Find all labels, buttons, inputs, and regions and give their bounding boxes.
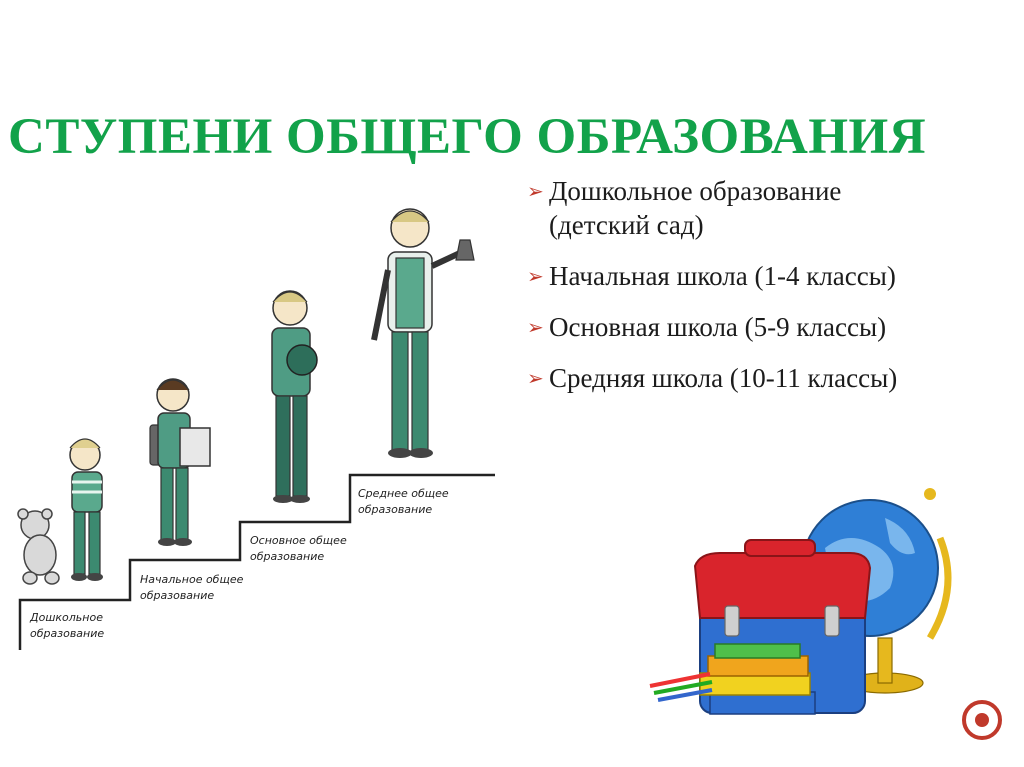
books-icon (700, 644, 815, 714)
senior-student-icon (374, 209, 474, 458)
step-label-secondary-2: образование (358, 503, 433, 516)
schoolboy-icon (150, 379, 210, 546)
arrow-bullet-icon: ➢ (527, 264, 544, 288)
step-label-preschool-2: образование (30, 627, 105, 640)
bullet-item-primary (527, 259, 1007, 293)
next-slide-icon[interactable] (962, 700, 1002, 740)
bell-icon (456, 240, 474, 260)
arrow-bullet-icon: ➢ (527, 315, 544, 339)
teddy-bear-icon (18, 509, 59, 584)
bullet-text: Дошкольное образование (549, 176, 842, 206)
bullet-item-secondary (527, 361, 1007, 395)
globe-icon (287, 345, 317, 375)
arrow-bullet-icon: ➢ (527, 366, 544, 390)
step-label-basic: Основное общее (250, 534, 347, 547)
bullet-text-continued: (детский сад) (549, 210, 704, 240)
bullet-text: Начальная школа (1-4 классы) (549, 261, 896, 291)
step-label-primary: Начальное общее (140, 573, 244, 586)
step-label-basic-2: образование (250, 550, 325, 563)
step-label-preschool: Дошкольное (30, 611, 103, 624)
school-supplies-illustration (640, 478, 970, 728)
bullet-text: Основная школа (5-9 классы) (549, 312, 887, 342)
bullet-item-preschool (527, 174, 1007, 242)
student-with-globe-icon (272, 291, 317, 503)
bullet-list (527, 174, 1007, 412)
bullet-text: Средняя школа (10-11 классы) (549, 363, 898, 393)
arrow-bullet-icon: ➢ (527, 179, 544, 203)
step-label-secondary: Среднее общее (358, 487, 449, 500)
slide-title: СТУПЕНИ ОБЩЕГО ОБРАЗОВАНИЯ (8, 109, 927, 165)
child-icon (70, 439, 103, 581)
bullet-item-basic (527, 310, 1007, 344)
step-label-primary-2: образование (140, 589, 215, 602)
education-stairs-illustration (0, 190, 510, 660)
